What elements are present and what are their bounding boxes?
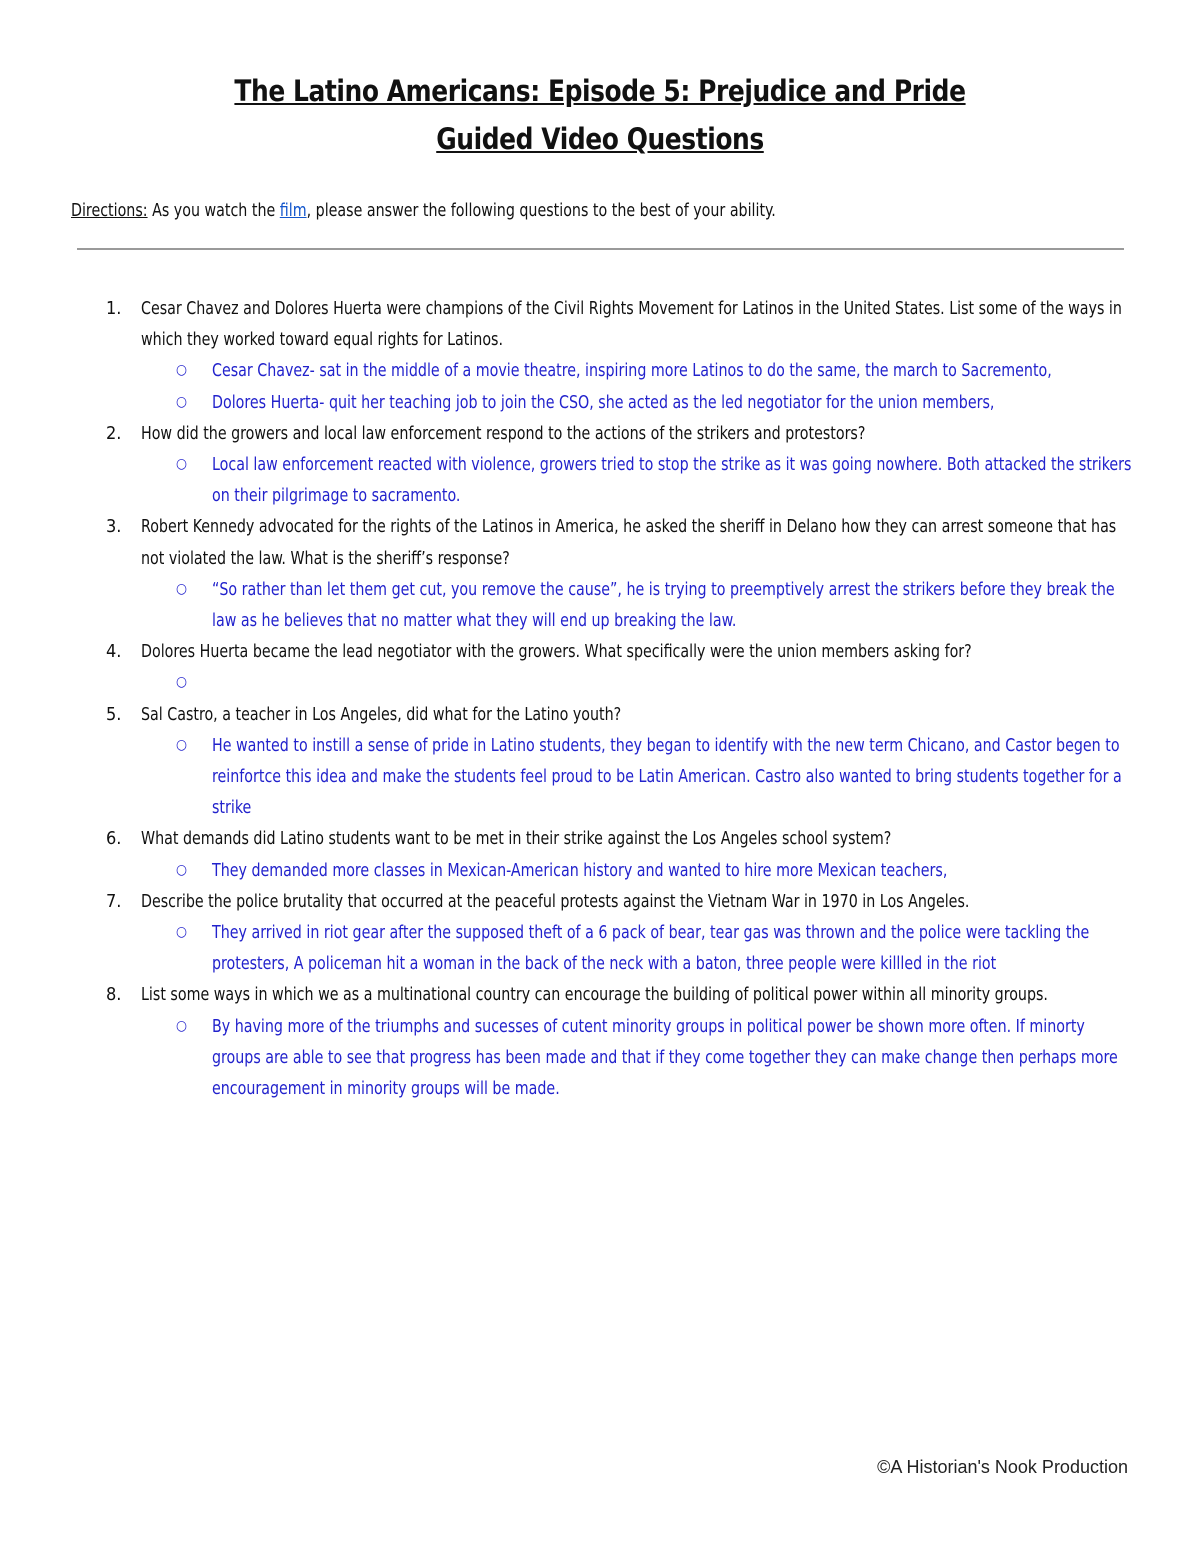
answer-item [0,667,1132,698]
horizontal-divider [77,248,1124,250]
directions-text-before: As you watch the [147,200,280,221]
question-text: Robert Kennedy advocated for the rights of the Latinos in America, he asked the sheriff in Delano how they can arrest someone that has not violated the law. What is the sheriff’s response? [141,516,1117,569]
circle-bullet-icon: ○ [176,362,187,379]
answer-text[interactable]: “So rather than let them get cut, you remove the cause”, he is trying to preemptively arrest the strikers before they break the law as he believes that no matter what they will end up breaking the law. [212,578,1115,632]
question-text: Describe the police brutality that occurred at the peaceful protests against the Vietnam War in 1970 in Los Angeles. [141,890,970,912]
question-item [0,979,1131,1010]
answer-text[interactable]: They arrived in riot gear after the supposed theft of a 6 pack of bear, tear gas was thrown and the police were tackling the protesters, A policeman hit a woman in the back of the neck with a baton, three people were killled in the riot [212,922,1090,975]
document-title: The Latino Americans: Episode 5: Prejudice and Pride [234,74,966,108]
answer-text[interactable]: They demanded more classes in Mexican-American history and wanted to hire more Mexican teachers, [212,859,948,881]
question-number: 1. [106,298,122,319]
question-number: 2. [106,422,122,444]
question-item [0,699,1131,730]
answer-text[interactable]: Dolores Huerta- quit her teaching job to join the CSO, she acted as the led negotiator for the union members, [212,391,995,413]
circle-bullet-icon: ○ [176,736,187,753]
question-item [0,636,1131,667]
question-number: 5. [106,703,122,725]
question-item [0,293,1131,355]
answer-item [0,855,1132,886]
question-item [0,886,1131,917]
question-list [0,293,1200,1104]
document-subtitle: Guided Video Questions [436,122,764,156]
question-item [0,418,1131,449]
answer-item [0,449,1132,511]
answer-item [0,730,1132,824]
film-link[interactable]: film [279,200,307,221]
question-item [0,511,1131,573]
question-number: 7. [106,890,122,912]
circle-bullet-icon: ○ [176,924,187,941]
question-item [0,823,1131,854]
answer-text[interactable]: He wanted to instill a sense of pride in Latino students, they began to identify with the new term Chicano, and Castor begen to reinfortce this idea and make the students feel proud to be Latin American. Castro also wanted to bring students together for a strike [212,734,1122,819]
answer-text[interactable] [212,667,1132,698]
answer-item [0,355,1132,386]
question-text: Sal Castro, a teacher in Los Angeles, did what for the Latino youth? [141,703,622,725]
question-number: 3. [106,516,122,538]
directions [71,200,776,221]
question-text: Dolores Huerta became the lead negotiator with the growers. What specifically were the union members asking for? [141,641,972,663]
answer-text[interactable]: By having more of the triumphs and sucesses of cutent minority groups in political power be shown more often. If minorty groups are able to see that progress has been made and that if they come together they can make change then perhaps more encouragement in minority groups will be made. [212,1015,1118,1100]
circle-bullet-icon: ○ [176,580,187,597]
question-text: Cesar Chavez and Dolores Huerta were champions of the Civil Rights Movement for Latinos in the United States. List some of the ways in which they worked toward equal rights for Latinos. [141,298,1122,351]
circle-bullet-icon: ○ [176,861,187,878]
answer-item [0,387,1132,418]
question-text: List some ways in which we as a multinational country can encourage the building of political power within all minority groups. [141,984,1048,1006]
answer-text[interactable]: Cesar Chavez- sat in the middle of a movie theatre, inspiring more Latinos to do the same, the march to Sacremento, [212,360,1052,382]
footer-credit: ©A Historian's Nook Production [877,1457,1128,1477]
answer-item [0,917,1132,979]
circle-bullet-icon: ○ [176,393,187,410]
answer-text[interactable]: Local law enforcement reacted with violence, growers tried to stop the strike as it was going nowhere. Both attacked the strikers on their pilgrimage to sacramento. [212,454,1132,507]
circle-bullet-icon: ○ [176,674,187,691]
answer-item [0,1011,1132,1105]
circle-bullet-icon: ○ [176,1017,187,1034]
question-text: What demands did Latino students want to be met in their strike against the Los Angeles school system? [141,828,892,850]
circle-bullet-icon: ○ [176,456,187,473]
question-number: 8. [106,984,122,1006]
question-number: 6. [106,828,122,850]
answer-item [0,574,1132,636]
directions-label: Directions: [71,200,148,221]
question-text: How did the growers and local law enforcement respond to the actions of the strikers and protestors? [141,422,866,444]
directions-text-after: , please answer the following questions to the best of your ability. [306,200,776,221]
question-number: 4. [106,641,122,663]
